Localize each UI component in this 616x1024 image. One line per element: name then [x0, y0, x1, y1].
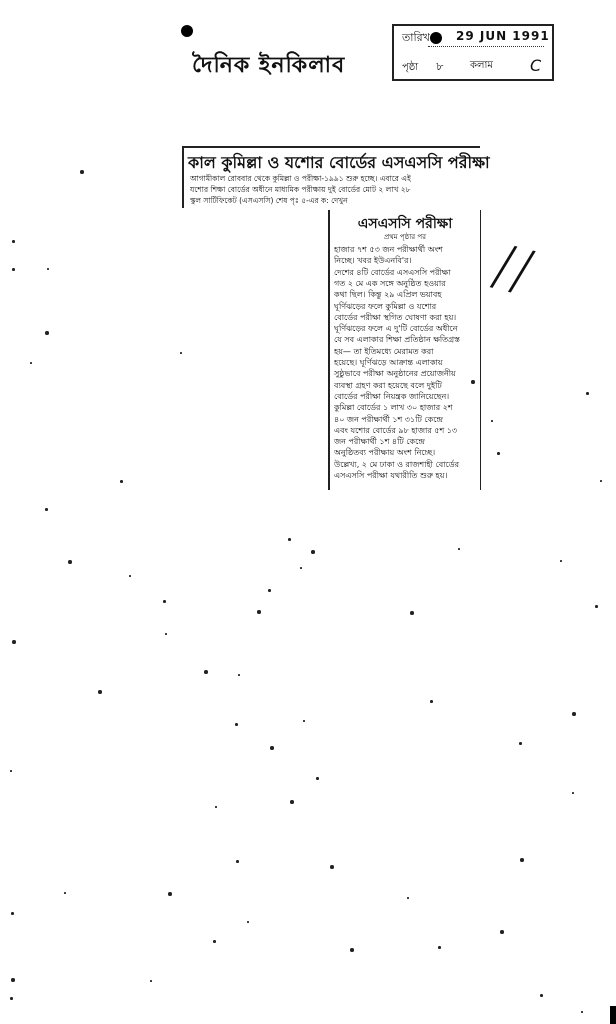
body-line: দেশের ৪টি বোর্ডের এসএসসি পরীক্ষা: [334, 267, 451, 277]
scan-speck: [311, 550, 315, 554]
scan-speck: [120, 480, 123, 483]
scan-speck: [471, 380, 475, 384]
body-line: বোর্ডের পরীক্ষা স্থগিত ঘোষণা করা হয়।: [334, 312, 457, 322]
stamp-column-label: কলাম: [470, 60, 493, 71]
scan-speck: [572, 792, 574, 794]
body-line: কথা ছিল। কিন্তু ২৯ এপ্রিল ভয়াবহ: [334, 290, 442, 300]
scan-speck: [350, 948, 354, 952]
scan-speck: [204, 670, 208, 674]
scan-speck: [257, 610, 261, 614]
body-line: কুমিল্লা বোর্ডের ১ লাখ ৩০ হাজার ২শ: [334, 403, 453, 413]
scan-speck: [30, 362, 32, 364]
body-line: জন পরীক্ষার্থী ১শ ৪টি কেন্দ্রে: [334, 437, 425, 447]
lead-line: আগামীকাল রোববার থেকে কুমিল্লা ও পরীক্ষা-১৯৯১ শুরু হচ্ছে। এবারে এই: [190, 174, 411, 183]
scan-speck: [150, 980, 152, 982]
scan-speck: [458, 548, 460, 550]
scan-speck: [300, 567, 302, 569]
body-line: এবং যশোর বোর্ডের ৯৮ হাজার ৫শ ১৩: [334, 425, 458, 435]
scan-speck: [491, 420, 493, 422]
body-line: হয়েছে। ঘূর্ণিঝড়ে আক্রান্ত এলাকায়: [334, 358, 443, 367]
scan-speck: [64, 892, 66, 894]
ink-blot: [430, 32, 442, 44]
body-line: সুষ্ঠুভাবে পরীক্ষা অনুষ্ঠানের প্রয়োজনীয়: [334, 369, 456, 379]
scan-speck: [80, 170, 84, 174]
scan-speck: [129, 575, 131, 577]
handwritten-margin-mark: //: [486, 232, 540, 305]
stamp-page-label: পৃষ্ঠা: [402, 62, 419, 73]
body-line: এসএসসি পরীক্ষা যথারীতি শুরু হয়।: [334, 471, 448, 480]
body-line: বোর্ডের পরীক্ষা নিয়ন্ত্রক জানিয়েছেন।: [334, 391, 450, 401]
punch-hole: [181, 25, 193, 37]
body-line: ঘূর্ণিঝড়ের ফলে কুমিল্লা ও যশোর: [334, 301, 437, 311]
scan-speck: [586, 392, 589, 395]
scan-speck: [168, 892, 172, 896]
scan-speck: [330, 865, 334, 869]
article-continuation-clipping: [328, 210, 481, 490]
scan-speck: [560, 560, 562, 562]
scan-speck: [238, 674, 240, 676]
scan-speck: [430, 700, 433, 703]
body-line: গত ২ মে এক সঙ্গে অনুষ্ঠিত হওয়ার: [334, 278, 446, 288]
scan-speck: [290, 800, 294, 804]
scan-speck: [213, 940, 216, 943]
scan-speck: [12, 240, 15, 243]
stamp-dotted-rule: [428, 46, 544, 47]
lead-line: স্কুল সার্টিফিকেট (এসএসসি) শেষ পৃঃ ৫-এর ক: দেখুন: [190, 196, 348, 205]
scan-speck: [540, 994, 543, 997]
lead-line: যশোর শিক্ষা বোর্ডের অধীনে মাধ্যমিক পরীক্ষায় দুই বোর্ডের মোট ২ লাখ ২৮: [190, 185, 411, 194]
stamp-date-label: তারিখ: [402, 31, 430, 44]
body-line: অনুষ্ঠিতব্য পরীক্ষায় অংশ নিচ্ছে।: [334, 448, 436, 458]
scan-speck: [581, 1011, 583, 1013]
body-line: হয়— তা ইতিমধ্যে মেরামত করা: [334, 346, 434, 356]
scan-speck: [10, 770, 12, 772]
scan-speck: [316, 777, 319, 780]
scan-speck: [47, 268, 49, 270]
newspaper-masthead: দৈনিক ইনকিলাব: [192, 53, 346, 78]
stamp-page-value: ৮: [436, 60, 444, 73]
scan-speck: [163, 600, 166, 603]
scan-speck: [410, 611, 414, 615]
scan-speck: [497, 452, 500, 455]
article-headline: কাল কুমিল্লা ও যশোর বোর্ডের এসএসসি পরীক্ষা: [188, 153, 490, 172]
scan-edge-artifact: [610, 1006, 616, 1024]
body-line: হাজার ৭শ ৫৩ জন পরীক্ষার্থী অংশ: [334, 245, 443, 254]
scan-speck: [303, 720, 305, 722]
scan-speck: [500, 930, 504, 934]
scan-speck: [600, 480, 602, 482]
clipping-date-stamp: [392, 24, 554, 81]
stamp-date: 29 JUN 1991: [456, 29, 550, 43]
scan-speck: [11, 978, 15, 982]
body-line: উল্লেখ্য, ২ মে ঢাকা ও রাজশাহী বোর্ডের: [334, 459, 459, 469]
scan-speck: [519, 742, 522, 745]
scan-speck: [268, 589, 271, 592]
scan-speck: [247, 921, 249, 923]
scan-speck: [45, 331, 49, 335]
scan-speck: [180, 352, 182, 354]
scan-speck: [236, 860, 239, 863]
body-line: ৪০ জন পরীক্ষার্থী ১শ ৩১টি কেন্দ্রে: [334, 414, 443, 424]
scan-speck: [68, 560, 72, 564]
scan-speck: [11, 912, 14, 915]
scan-speck: [270, 746, 274, 750]
scan-speck: [288, 538, 291, 541]
stamp-page-row: [402, 56, 542, 77]
scan-speck: [438, 946, 441, 949]
body-line: ঘূর্ণিঝড়ের ফলে এ দু'টি বোর্ডের অধীনে: [334, 324, 458, 334]
continuation-subheading: প্রথম পৃষ্ঠার পর: [384, 233, 426, 241]
article-lead-clipping: [182, 146, 490, 208]
scan-speck: [45, 508, 48, 511]
scan-speck: [520, 858, 524, 862]
scan-speck: [165, 633, 167, 635]
scan-speck: [235, 723, 238, 726]
body-line: নিচ্ছে। খবর ইউএনবি'র।: [334, 256, 412, 266]
continuation-heading: এসএসসি পরীক্ষা: [357, 216, 453, 232]
scan-speck: [98, 690, 102, 694]
scan-speck: [407, 897, 409, 899]
stamp-column-value: C: [530, 56, 542, 75]
scan-speck: [215, 806, 217, 808]
scan-speck: [595, 605, 598, 608]
body-line: ব্যবস্থা গ্রহণ করা হয়েছে বলে দুইটি: [334, 380, 442, 390]
scan-speck: [12, 268, 15, 271]
scan-speck: [572, 712, 576, 716]
scan-speck: [10, 997, 13, 1000]
scan-speck: [12, 640, 16, 644]
body-line: যে সব এলাকার শিক্ষা প্রতিষ্ঠান ক্ষতিগ্রস্ত: [334, 335, 460, 345]
